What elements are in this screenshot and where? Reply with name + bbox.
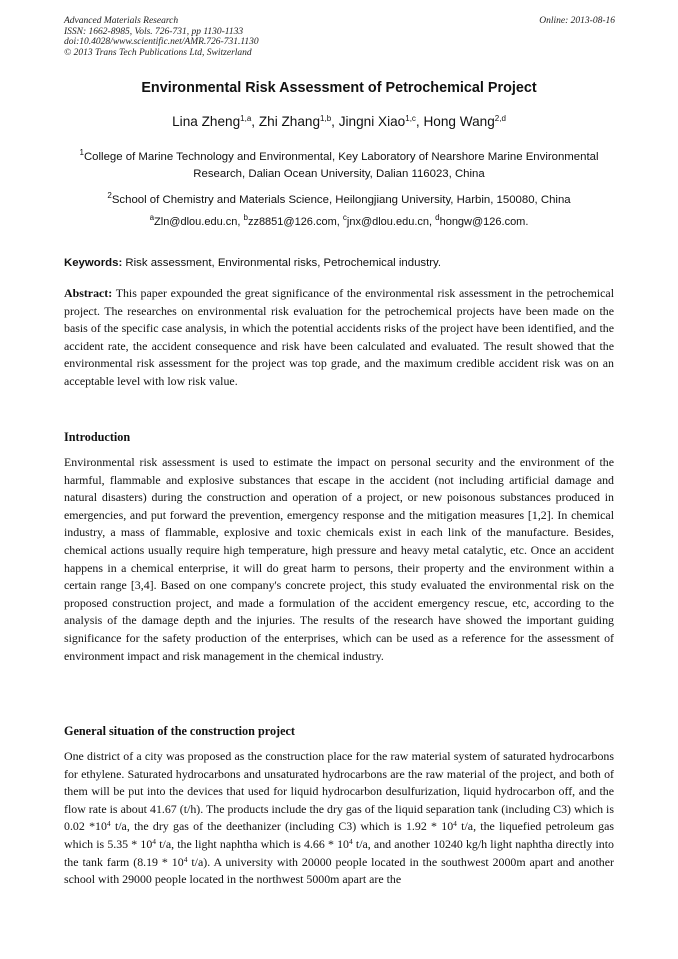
- email-list: $^a$Zln@dlou.edu.cn, $^b$zz8851@126.com, $^c$jnx@dlou.edu.cn, $^d$hongw@126.com.: [149, 213, 529, 228]
- journal-name: Advanced Materials Research: [64, 16, 179, 26]
- affiliation-text: College of Marine Technology and Environmental, Key Laboratory of Nearshore Marine Environmental Research, Dalian Ocean University, Dalian 116023, China: [83, 151, 599, 180]
- author-sup: 1,a: [240, 114, 252, 123]
- keywords-label: Keywords:: [64, 257, 123, 269]
- exponent: 4: [183, 854, 188, 864]
- email-address[interactable]: hongw@126.com: [439, 216, 526, 228]
- abstract-label: Abstract:: [64, 286, 113, 300]
- author-name: Hong Wang: [423, 114, 495, 129]
- paper-title: Environmental Risk Assessment of Petrochemical Project: [141, 80, 537, 96]
- abstract: [64, 285, 614, 391]
- affiliation-1: [60, 149, 618, 183]
- text-segment: t/a, the liquefied petroleum gas which is 5.35 * 10: [64, 819, 614, 851]
- exponent: 4: [348, 836, 353, 846]
- email-sup: b: [243, 213, 248, 222]
- affiliation-sup: 2: [107, 191, 112, 200]
- copyright-line: © 2013 Trans Tech Publications Ltd, Switzerland: [64, 47, 252, 58]
- introduction-text: Environmental risk assessment is used to estimate the impact on personal security and the environment of the harmful, flammable and explosive substances that escape in the accident (not including artificial damage and natural disasters) during the construction and operation of a project, or new poisonous substances produced in emergencies, and put forward the prevention, emergency response and the mitigation measures [1,2]. In chemical industry, a mass of flammable, explosive and toxic chemicals exist in each link of the manufacture. Besides, chemical actions usually require high temperature, high pressure and heavy metal catalytic, etc. Once an accident happens in a chemical enterprise, it will do great harm to persons, their property and the environment within a certain range [3,4]. Based on one company's concrete project, this study evaluated the environmental risk on the proposed construction project, and made a formulation of the accident emergency rescue, etc, according to the analysis of the damage depth and the injuries. The results of the research have showed the important guiding significance for the safety production of the enterprises, which can be used as a reference for the assessment of environment impact and risk management in the chemical industry.: [64, 455, 614, 663]
- doi-line: doi:10.4028/www.scientific.net/AMR.726-731.1130: [64, 37, 259, 48]
- affiliation-text: School of Chemistry and Materials Science, Heilongjiang University, Harbin, 150080, China: [111, 194, 571, 206]
- email-sup: c: [342, 213, 347, 222]
- email-sup: d: [435, 213, 440, 222]
- email-address[interactable]: jnx@dlou.edu.cn: [346, 216, 429, 228]
- abstract-text: This paper expounded the great significance of the environmental risk assessment in the petrochemical project. The researches on environmental risk evaluation for the petrochemical projects have been made on the basis of the specific case analysis, in which the potential accidents risks of the project have been identified, and the accident rate, the accident consequence and risk have been calculated and evaluated. The result showed that the environmental risk assessment for the project was top grade, and the maximum credible accident risk was on an acceptable level with low risk value.: [64, 286, 614, 388]
- affiliation-2: [60, 192, 618, 209]
- author-list: Lina Zheng$^{1,a}$, Zhi Zhang$^{1,b}$, Jingni Xiao$^{1,c}$, Hong Wang$^{2,d}$: [172, 114, 506, 129]
- email-address[interactable]: Zln@dlou.edu.cn: [154, 216, 238, 228]
- exponent: 4: [453, 819, 457, 829]
- author-sup: 1,b: [320, 114, 332, 123]
- text-segment: One district of a city was proposed as the construction place for the raw material system of saturated hydrocarbons for ethylene. Saturated hydrocarbons and unsaturated hydrocarbons are the raw material of the project, and both of them will be put into the devices that used for liquid hydrocarbon desulfurization, liquid hydrocarbon off, and the flow rate is about 41.67 (t/h). The products include the dry gas of the liquid separation tank (including C3) which is 0.02 *10: [64, 749, 614, 834]
- email-address[interactable]: zz8851@126.com: [247, 216, 337, 228]
- author-name: Zhi Zhang: [258, 114, 321, 129]
- journal-header: [64, 16, 259, 58]
- author-sup: 1,c: [405, 114, 416, 123]
- online-date: Online: 2013-08-16: [539, 16, 615, 26]
- text-segment: t/a, the light naphtha which is 4.66 * 10: [156, 836, 349, 851]
- affiliation-sup: 1: [79, 148, 84, 157]
- author-sup: 2,d: [494, 114, 506, 123]
- introduction-heading: Introduction: [64, 430, 131, 444]
- keywords: [64, 257, 441, 269]
- general-situation-text: [64, 748, 614, 889]
- issn-line: ISSN: 1662-8985, Vols. 726-731, pp 1130-1133: [64, 26, 244, 37]
- author-name: Lina Zheng: [172, 114, 241, 129]
- keywords-text: Risk assessment, Environmental risks, Petrochemical industry.: [125, 257, 442, 269]
- author-name: Jingni Xiao: [338, 114, 406, 129]
- text-segment: t/a, the dry gas of the deethanizer (including C3) which is 1.92 * 10: [110, 819, 454, 834]
- email-sup: a: [149, 213, 155, 222]
- text-segment: t/a, and another 10240 kg/h light naphtha directly into the tank farm (8.19 * 10: [64, 836, 615, 869]
- general-situation-heading: General situation of the construction project: [64, 724, 295, 738]
- exponent: 4: [106, 819, 111, 829]
- text-segment: t/a). A university with 20000 people located in the southwest 2000m apart and another school with 29000 people located in the northwest 5000m apart are the: [64, 854, 614, 887]
- exponent: 4: [152, 836, 157, 846]
